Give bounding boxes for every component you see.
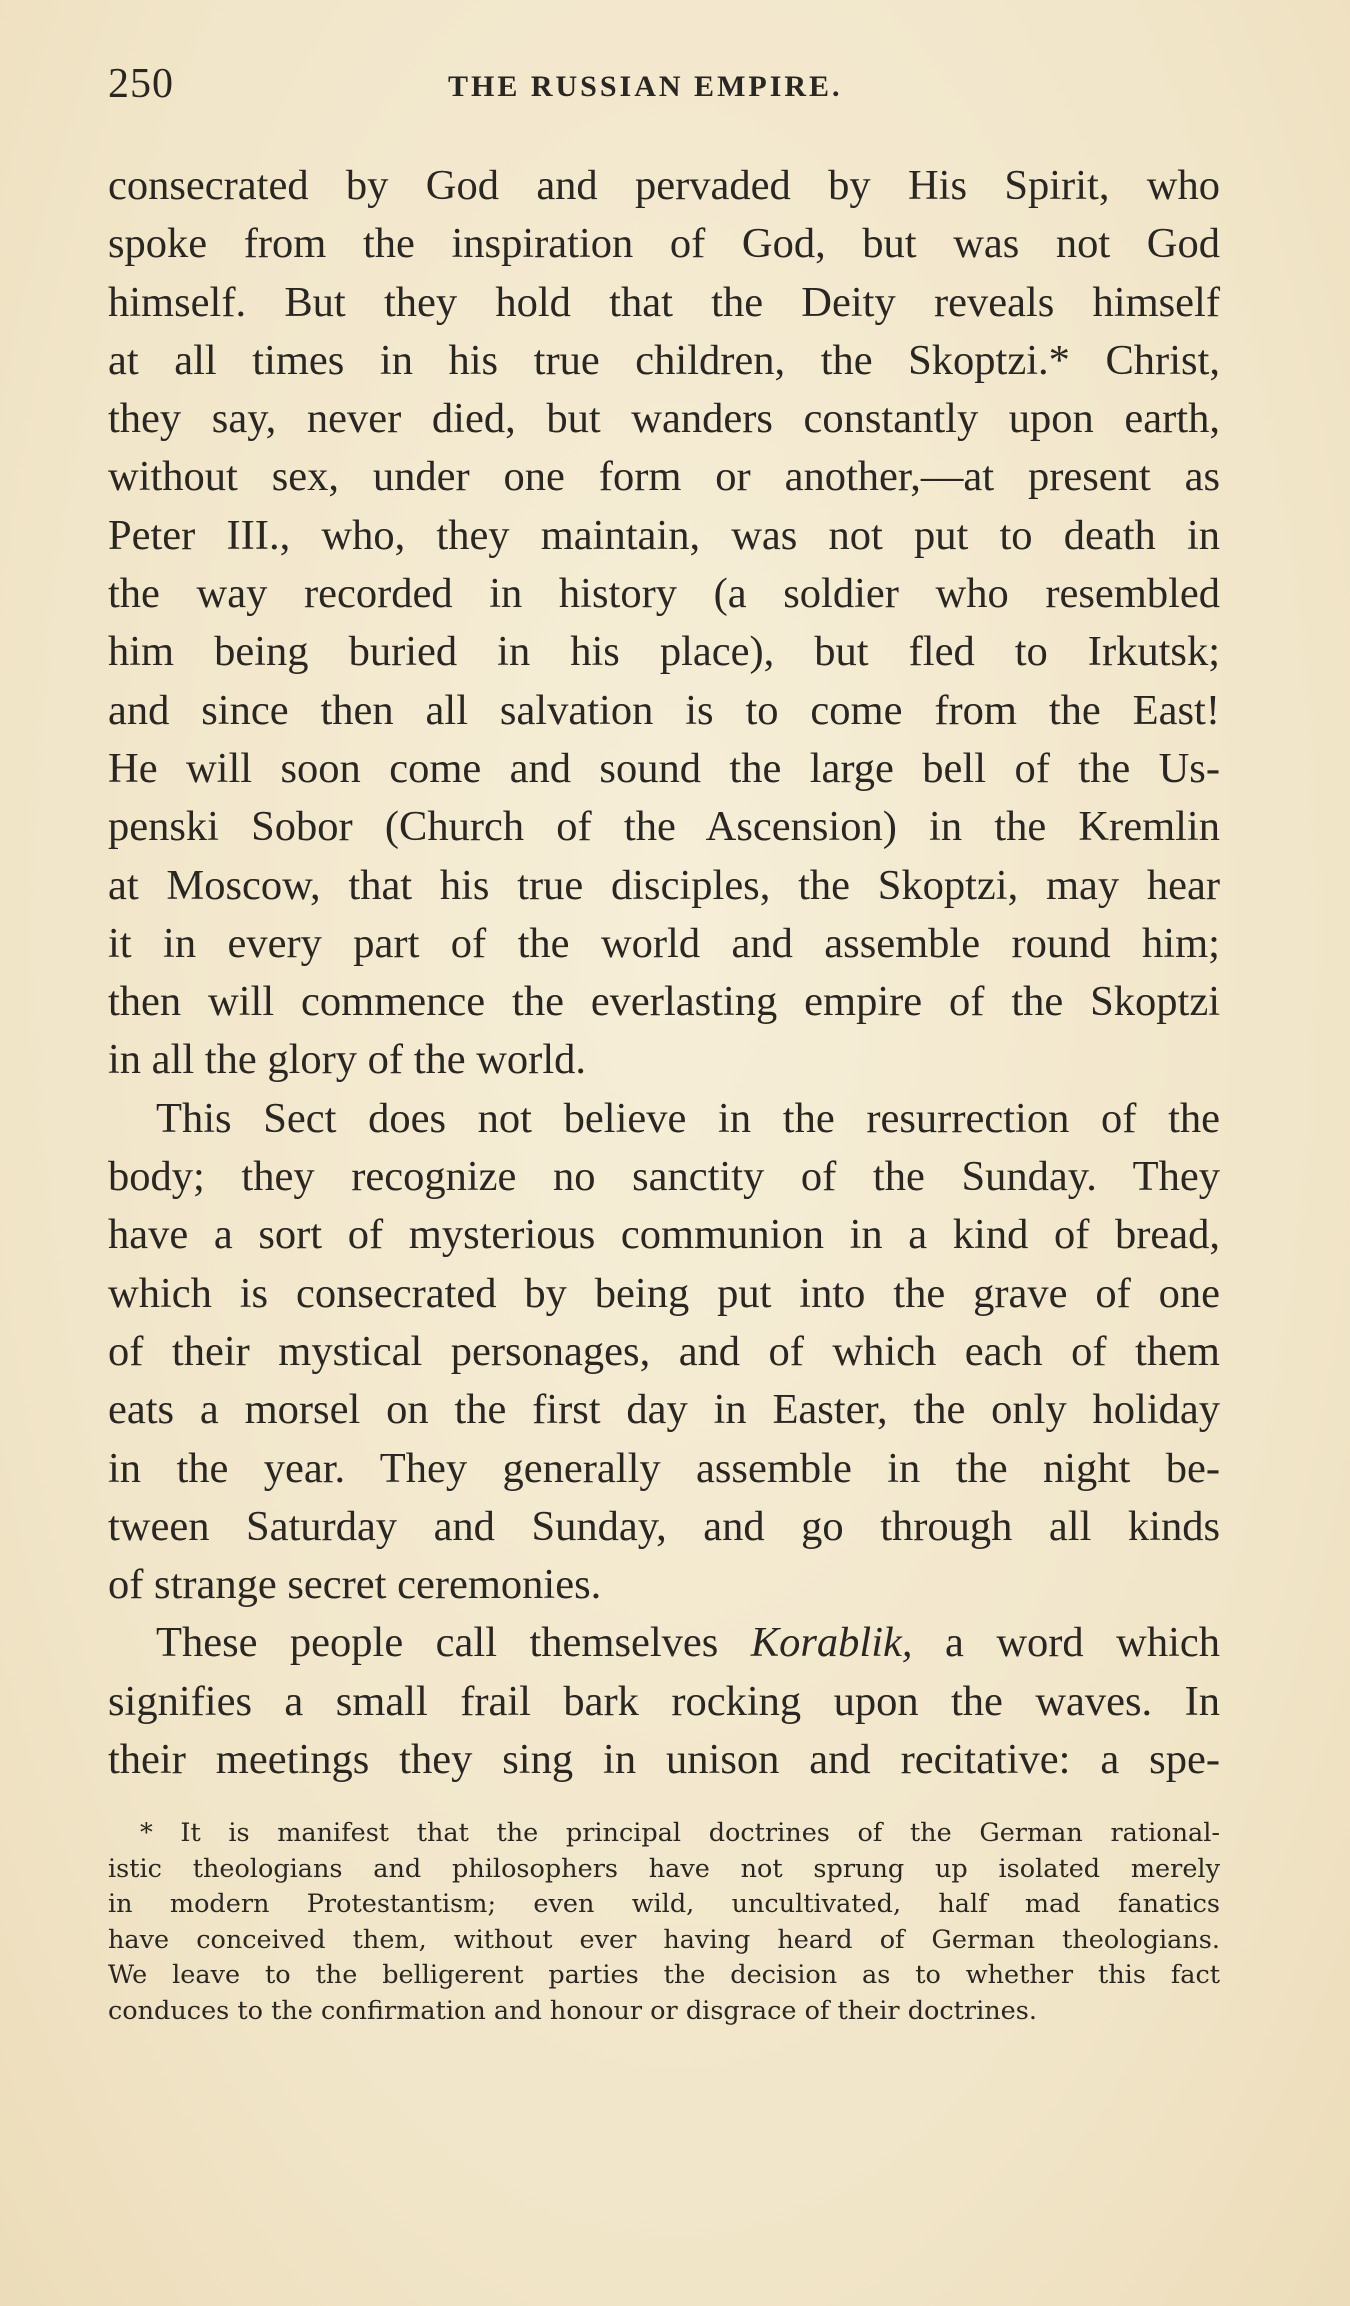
text-line: their meetings they sing in unison and recitative: a spe-	[108, 1736, 1220, 1784]
page-number: 250	[108, 61, 174, 107]
footnote-line: in modern Protestantism; even wild, uncultivated, half mad fanatics	[108, 1889, 1220, 1920]
footnote-line: conduces to the confirmation and honour or disgrace of their doctrines.	[108, 1995, 1037, 2026]
text-line: him being buried in his place), but fled to Irkutsk;	[108, 628, 1220, 676]
footnote-line: We leave to the belligerent parties the decision as to whether this fact	[108, 1960, 1220, 1991]
text-line: of strange secret ceremonies.	[108, 1561, 602, 1609]
text-line: himself. But they hold that the Deity reveals himself	[108, 278, 1220, 326]
italic-term: Korablik,	[750, 1619, 913, 1667]
text-line: Peter III., who, they maintain, was not put to death in	[108, 511, 1220, 559]
footnote-line: istic theologians and philosophers have not sprung up isolated merely	[108, 1853, 1220, 1884]
text-line: and since then all salvation is to come from the East!	[108, 686, 1220, 734]
text-line: have a sort of mysterious communion in a kind of bread,	[108, 1211, 1220, 1259]
text-line: it in every part of the world and assemble round him;	[108, 919, 1220, 967]
text-line: body; they recognize no sanctity of the Sunday. They	[108, 1153, 1220, 1201]
page-header	[108, 60, 1220, 110]
text-line: signifies a small frail bark rocking upon the waves. In	[108, 1677, 1220, 1725]
text-line: eats a morsel on the first day in Easter, the only holiday	[108, 1386, 1220, 1434]
text-line: which is consecrated by being put into the grave of one	[108, 1269, 1220, 1317]
text-line: at all times in his true children, the Skoptzi.* Christ,	[108, 336, 1220, 384]
text-line: spoke from the inspiration of God, but was not God	[108, 220, 1220, 268]
text-fragment: a word which	[912, 1619, 1220, 1667]
text-line: of their mystical personages, and of which each of them	[108, 1327, 1220, 1375]
text-line: in the year. They generally assemble in the night be-	[108, 1444, 1220, 1492]
footnote	[108, 1816, 1220, 2030]
text-line	[108, 1614, 1220, 1672]
text-line: then will commence the everlasting empire of the Skoptzi	[108, 978, 1220, 1026]
footnote-line: have conceived them, without ever having heard of German theologians.	[108, 1924, 1220, 1955]
text-line: penski Sobor (Church of the Ascension) in the Kremlin	[108, 803, 1220, 851]
text-line: This Sect does not believe in the resurrection of the	[156, 1094, 1220, 1142]
text-line: in all the glory of the world.	[108, 1036, 587, 1084]
footnote-line: * It is manifest that the principal doctrines of the German rational-	[140, 1818, 1220, 1848]
text-line: He will soon come and sound the large bell of the Us-	[108, 744, 1220, 792]
text-fragment: These people call themselves	[156, 1619, 751, 1667]
text-line: tween Saturday and Sunday, and go through all kinds	[108, 1502, 1220, 1550]
text-line: they say, never died, but wanders constantly upon earth,	[108, 395, 1220, 443]
text-line: without sex, under one form or another,—at present as	[108, 453, 1220, 501]
text-line: at Moscow, that his true disciples, the Skoptzi, may hear	[108, 861, 1220, 909]
text-line: consecrated by God and pervaded by His Spirit, who	[108, 162, 1220, 209]
text-line: the way recorded in history (a soldier who resembled	[108, 570, 1220, 618]
body-text	[108, 157, 1220, 1789]
running-head: THE RUSSIAN EMPIRE.	[448, 70, 843, 103]
